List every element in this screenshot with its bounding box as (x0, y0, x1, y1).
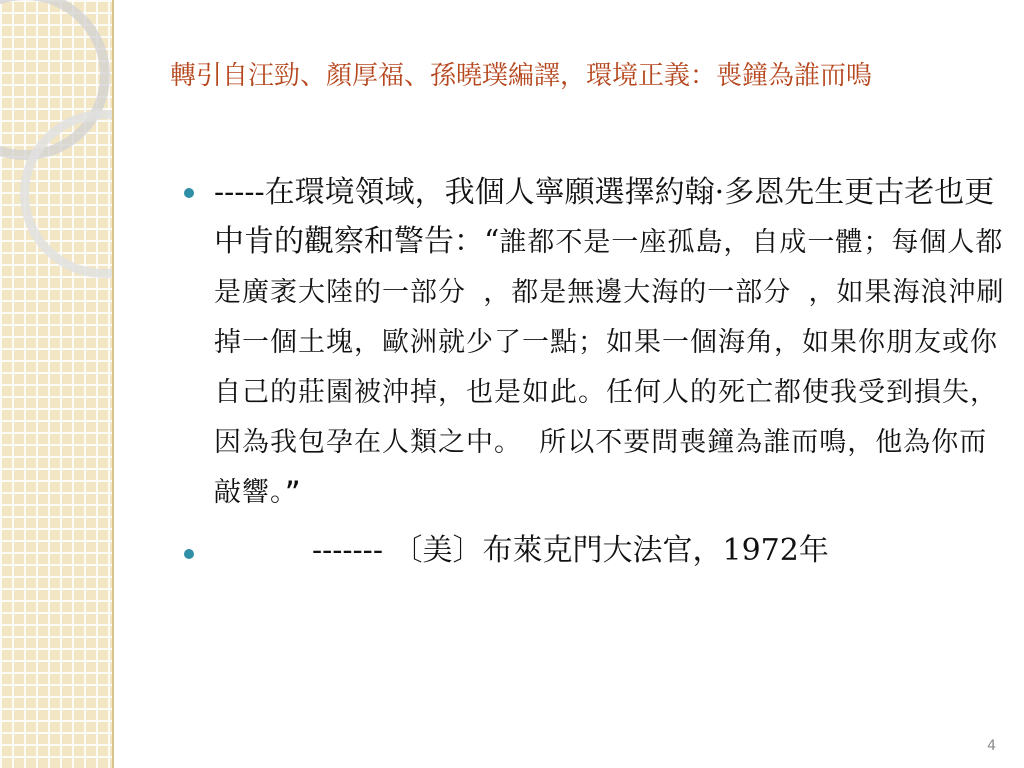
bullet-dot-icon (184, 188, 194, 198)
decorative-side-panel (0, 0, 112, 768)
panel-divider (112, 0, 114, 768)
quote-text: 誰都不是一座孤島，自成一體；每個人都是廣袤大陸的一部分 ，都是無邊大海的一部分 ，如果海浪沖刷掉一個土塊，歐洲就少了一點；如果一個海角，如果你朋友或你自己的莊園被沖掉，也是如此。任何人的死亡都使我受到損失，因為我包孕在人類之中。 所以不要問喪鐘為誰而鳴，他為你而敲響。” (214, 227, 1005, 508)
page-number: 4 (987, 738, 996, 754)
bullet-item-quote (180, 168, 1006, 517)
slide-content (180, 168, 1006, 573)
bullet-item-attribution (180, 529, 1006, 573)
quote-intro: -----在環境領域，我個人寧願選擇約翰·多恩先生更古老也更中肯的觀察和警告：“ (214, 175, 995, 259)
slide-title: 轉引自汪勁、顏厚福、孫曉璞編譯，環境正義：喪鐘為誰而鳴 (170, 61, 873, 91)
attribution-text: ------- 〔美〕布萊克門大法官，1972年 (312, 533, 829, 568)
bullet-dot-icon (184, 549, 194, 559)
